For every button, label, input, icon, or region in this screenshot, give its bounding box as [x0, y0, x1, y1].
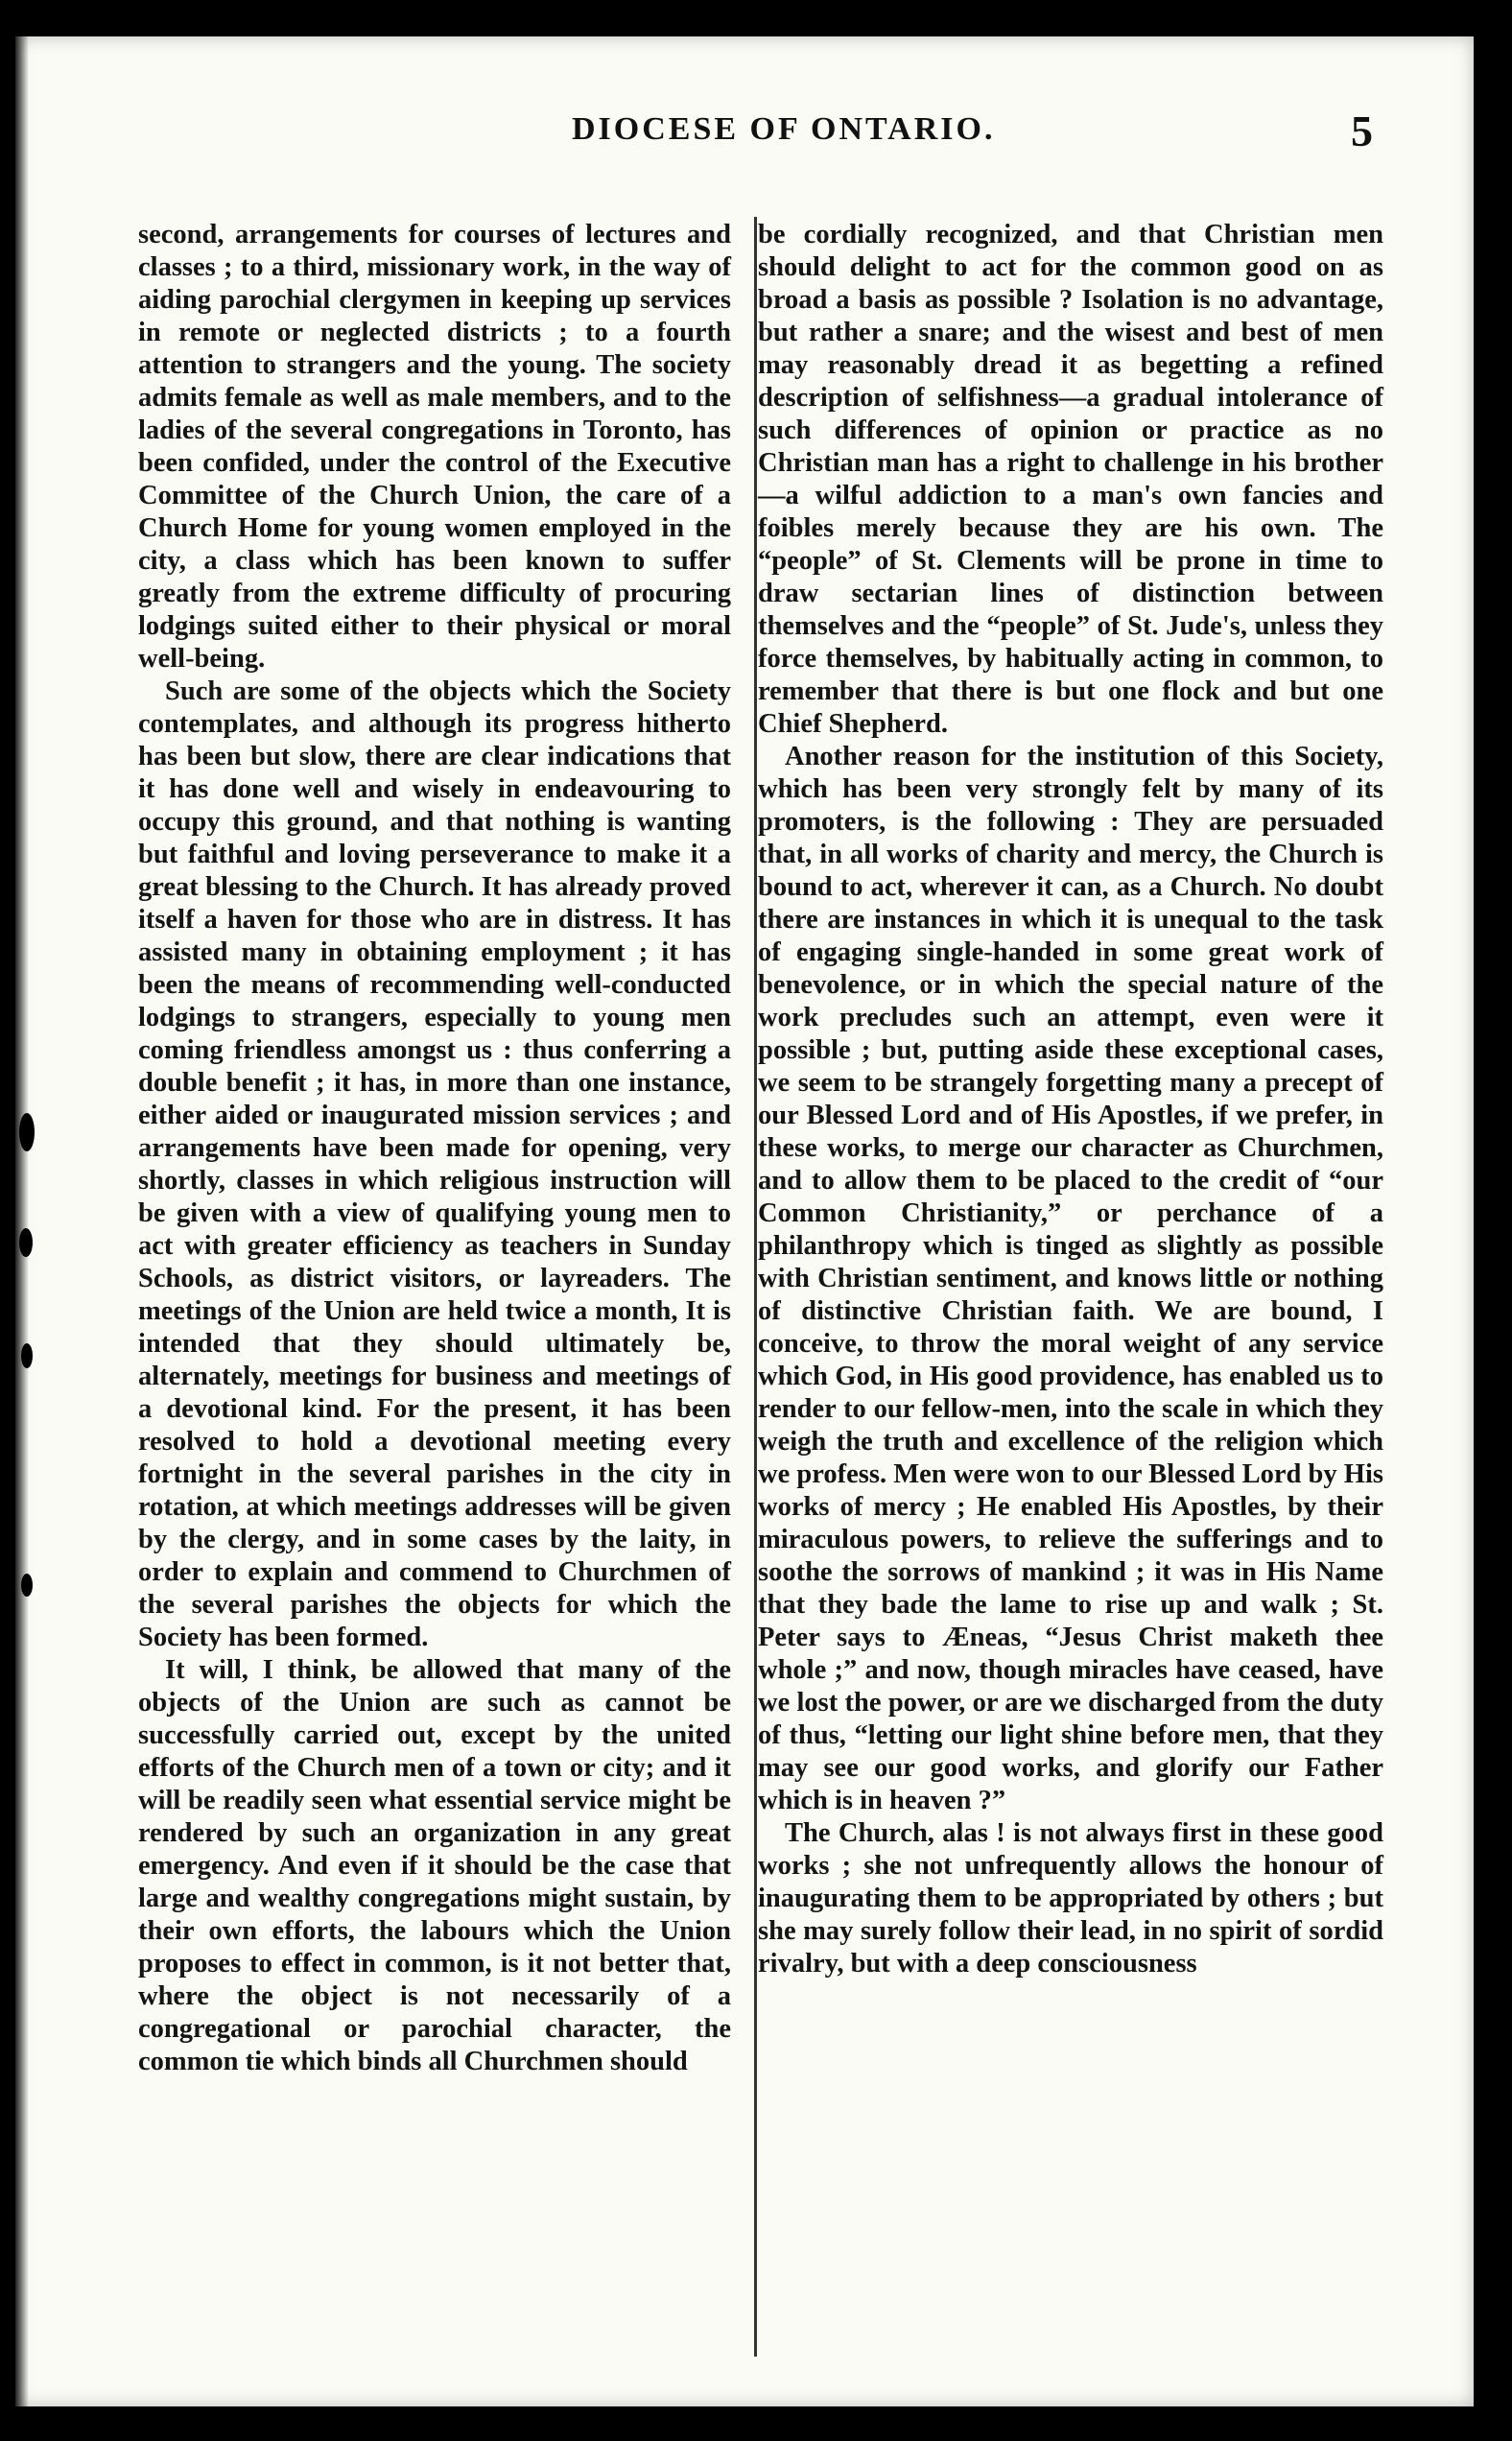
left-paragraph-2: Such are some of the objects which the Society contemplates, and although its progress hitherto has been but slow, there are clear indications that it has done well and wisely in endeavouring to occupy this ground, and that nothing is wanting but faithful and loving perseverance to make it a great blessing to the Church. It has already proved itself a haven for those who are in distress. It has assisted many in obtaining employment ; it has been the means of recommending well-conducted lodgings to strangers, especially to young men coming friendless amongst us : thus conferring a double benefit ; it has, in more than one instance, either aided or inaugurated mission services ; and arrangements have been made for opening, very shortly, classes in which religious instruction will be given with a view of qualifying young men to act with greater efficiency as teachers in Sunday Schools, as district visitors, or layreaders. The meetings of the Union are held twice a month, It is intended that they should ultimately be, alternately, meetings for business and meetings of a devotional kind. For the present, it has been resolved to hold a devotional meeting every fortnight in the several parishes in the city in rotation, at which meetings addresses will be given by the clergy, and in some cases by the laity, in order to explain and commend to Churchmen of the several parishes the objects for which the Society has been formed. — [138, 676, 731, 1652]
column-divider — [754, 217, 757, 2357]
binding-mark — [21, 1343, 33, 1368]
page-header — [15, 107, 1474, 169]
right-paragraph-1: be cordially recognized, and that Christian men should delight to act for the common good on as broad a basis as possible ? Isolation is no advantage, but rather a snare; and the wisest and best of men may reasonably dread it as begetting a refined description of selfishness—a gradual intolerance of such differences of opinion or practice as no Christian man has a right to challenge in his brother —a wilful addiction to a man's own fancies and foibles merely because they are his own. The “people” of St. Clements will be prone in time to draw sectarian lines of distinction between themselves and the “people” of St. Jude's, unless they force themselves, by habitually acting in common, to remember that there is but one flock and but one Chief Shepherd. — [758, 220, 1383, 739]
binding-mark — [19, 1113, 35, 1151]
right-paragraph-2: Another reason for the institution of this Society, which has been very strongly felt by many of its promoters, is the following : They are persuaded that, in all works of charity and mercy, the Church is bound to act, wherever it can, as a Church. No doubt there are instances in which it is unequal to the task of engaging single-handed in some great work of benevolence, or in which the special nature of the work precludes such an attempt, even were it possible ; but, putting aside these exceptional cases, we seem to be strangely forgetting many a precept of our Blessed Lord and of His Apostles, if we prefer, in these works, to merge our character as Churchmen, and to allow them to be placed to the credit of “our Common Christianity,” or perchance of a philanthropy which is tinged as slightly as possible with Christian sentiment, and knows little or nothing of distinctive Christian faith. We are bound, I conceive, to throw the moral weight of any service which God, in His good providence, has enabled us to render to our fellow-men, into the scale in which they weigh the truth and excellence of the religion which we profess. Men were won to our Blessed Lord by His works of mercy ; He enabled His Apostles, by their miraculous powers, to relieve the sufferings and to soothe the sorrows of mankind ; it was in His Name that they bade the lame to rise up and walk ; St. Peter says to Æneas, “Jesus Christ maketh thee whole ;” and now, though miracles have ceased, have we lost the power, or are we discharged from the duty of thus, “letting our light shine before men, that they may see our good works, and glorify our Father which is in heaven ?” — [758, 742, 1383, 1815]
page-number: 5 — [1351, 107, 1373, 155]
right-text-column — [758, 219, 1383, 1980]
left-paragraph-1: second, arrangements for courses of lectures and classes ; to a third, missionary work, in the way of aiding parochial clergymen in keeping up services in remote or neglected districts ; to a fourth attention to strangers and the young. The society admits female as well as male members, and to the ladies of the several congregations in Toronto, has been confided, under the control of the Executive Committee of the Church Union, the care of a Church Home for young women employed in the city, a class which has been known to suffer greatly from the extreme difficulty of procuring lodgings suited either to their physical or moral well-being. — [138, 220, 731, 674]
page-edge-shadow — [15, 36, 29, 2406]
running-head: DIOCESE OF ONTARIO. — [572, 111, 996, 147]
book-page — [15, 36, 1474, 2406]
right-paragraph-3: The Church, alas ! is not always first in these good works ; she not unfrequently allows the honour of inaugurating them to be appropriated by others ; but she may surely follow their lead, in no spirit of sordid rivalry, but with a deep consciousness — [758, 1818, 1383, 1979]
binding-mark — [21, 1574, 33, 1597]
left-text-column — [138, 219, 731, 2078]
left-paragraph-3: It will, I think, be allowed that many of the objects of the Union are such as cannot be successfully carried out, except by the united efforts of the Church men of a town or city; and it will be readily seen what essential service might be rendered by such an organization in any great emergency. And even if it should be the case that large and wealthy congregations might sustain, by their own efforts, the labours which the Union proposes to effect in common, is it not better that, where the object is not necessarily of a congregational or parochial character, the common tie which binds all Churchmen should — [138, 1655, 731, 2076]
binding-mark — [19, 1228, 33, 1257]
